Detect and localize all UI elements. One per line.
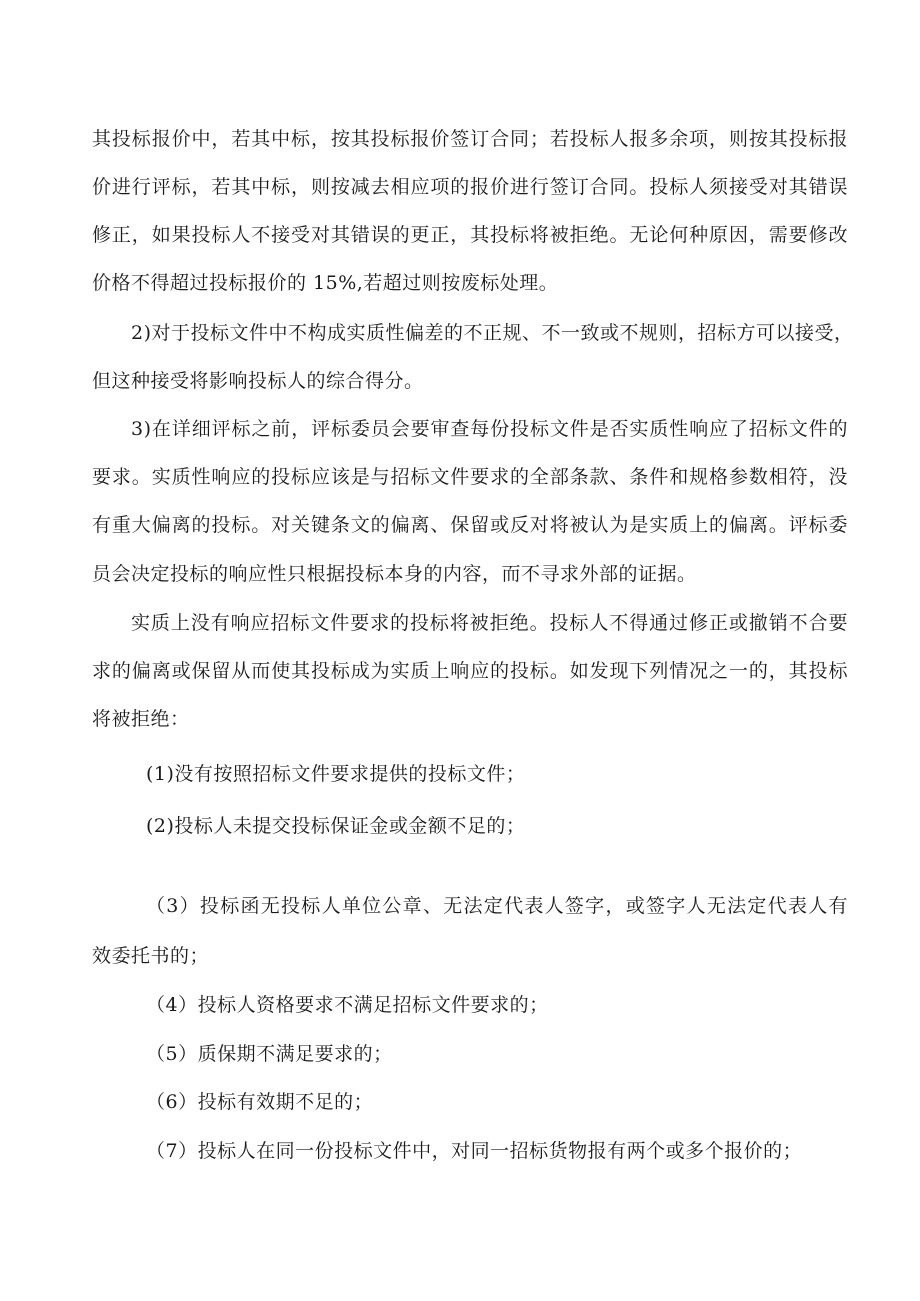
text-line: 2)对于投标文件中不构成实质性偏差的不正规、不一致或不规则，招标方可以接受， xyxy=(131,322,854,344)
list-item: (2)投标人未提交投标保证金或金额不足的； xyxy=(146,815,526,837)
text-line: 修正，如果投标人不接受对其错误的更正，其投标将被拒绝。无论何种原因，需要修改 xyxy=(92,224,848,246)
text-line: 3)在详细评标之前，评标委员会要审查每份投标文件是否实质性响应了招标文件的 xyxy=(131,418,848,440)
list-item: （3）投标函无投标人单位公章、无法定代表人签字，或签字人无法定代表人有 xyxy=(146,895,848,917)
list-item: (1)没有按照招标文件要求提供的投标文件； xyxy=(146,763,526,785)
text-line: 求的偏离或保留从而使其投标成为实质上响应的投标。如发现下列情况之一的，其投标 xyxy=(92,660,848,682)
text-line: 实质上没有响应招标文件要求的投标将被拒绝。投标人不得通过修正或撤销不合要 xyxy=(131,612,848,634)
text-line: 有重大偏离的投标。对关键条文的偏离、保留或反对将被认为是实质上的偏离。评标委 xyxy=(92,514,848,536)
list-item: （6）投标有效期不足的； xyxy=(146,1091,374,1113)
list-item: （7）投标人在同一份投标文件中，对同一招标货物报有两个或多个报价的； xyxy=(146,1140,803,1162)
text-line: 价进行评标，若其中标，则按减去相应项的报价进行签订合同。投标人须接受对其错误 xyxy=(92,176,848,198)
text-line: 其投标报价中，若其中标，按其投标报价签订合同；若投标人报多余项，则按其投标报 xyxy=(92,128,848,150)
text-line: 要求。实质性响应的投标应该是与招标文件要求的全部条款、条件和规格参数相符，没 xyxy=(92,466,848,488)
text-line: 员会决定投标的响应性只根据投标本身的内容，而不寻求外部的证据。 xyxy=(92,563,697,585)
text-line: 但这种接受将影响投标人的综合得分。 xyxy=(92,370,424,392)
list-item: （4）投标人资格要求不满足招标文件要求的； xyxy=(146,994,549,1016)
text-line: 将被拒绝： xyxy=(92,708,190,730)
list-item-continuation: 效委托书的； xyxy=(92,945,210,967)
list-item: （5）质保期不满足要求的； xyxy=(146,1043,393,1065)
text-line: 价格不得超过投标报价的 15%,若超过则按废标处理。 xyxy=(92,272,559,294)
